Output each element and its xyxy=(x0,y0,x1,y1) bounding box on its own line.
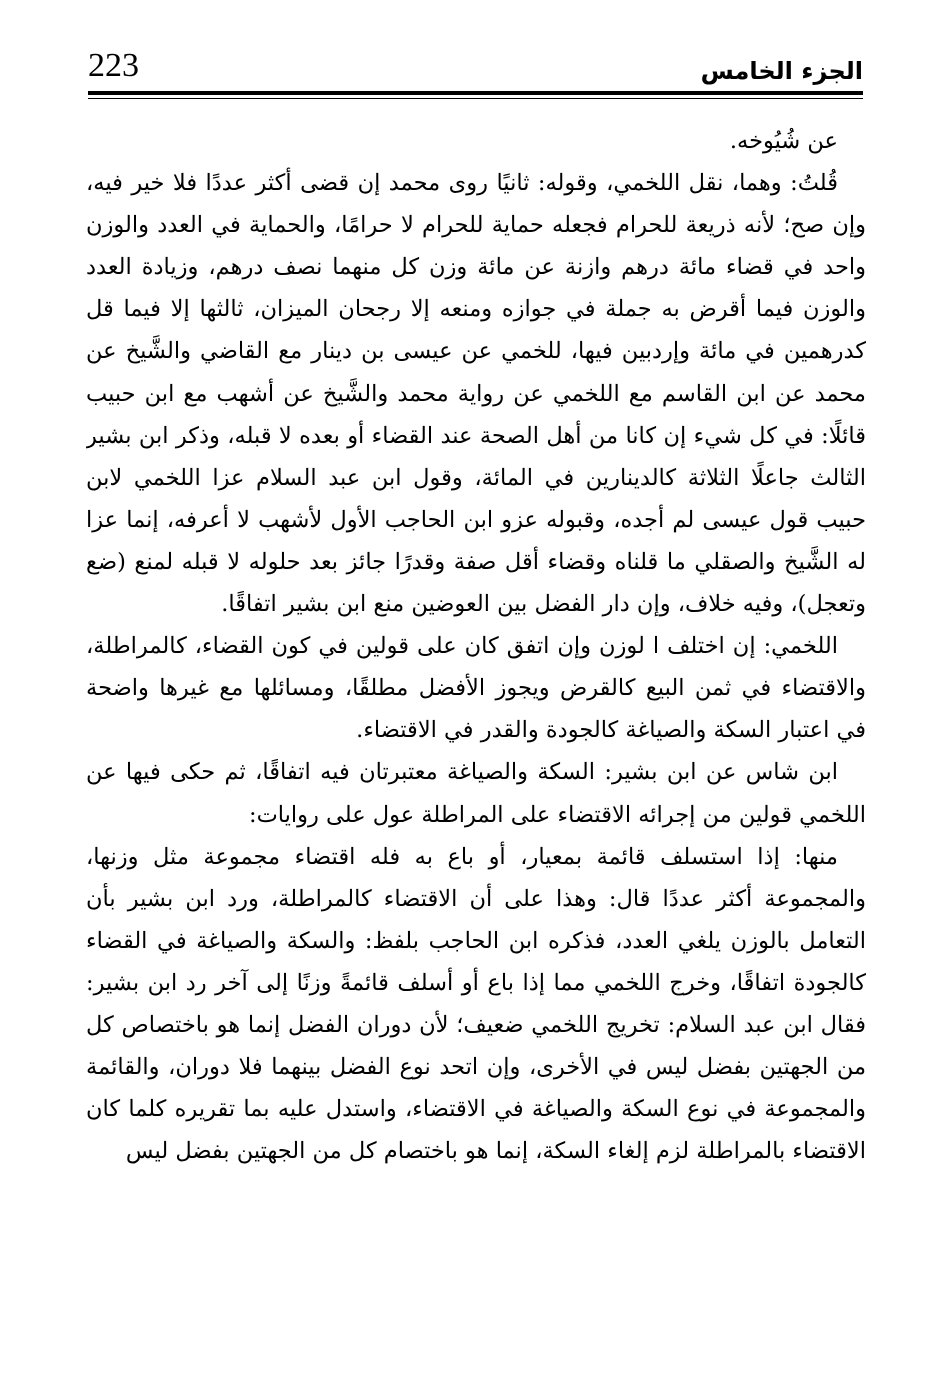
paragraph-2: قُلتُ: وهما، نقل اللخمي، وقوله: ثانيًا روى محمد إن قضى أكثر عددًا فلا خير فيه، وإن صح؛ لأنه ذريعة للحرام فجعله حماية للحرام لا حرامًا، والحماية في العدد والوزن واحد في قضاء مائة درهم وازنة عن مائة وزن كل منهما نصف درهم، وزيادة العدد والوزن فيما أقرض به جملة في جوازه ومنعه إلا رجحان الميزان، ثالثها إلا فيما قل كدرهمين في مائة وإردبين فيها، للخمي عن عيسى بن دينار مع القاضي والشَّيخ عن محمد عن ابن القاسم مع اللخمي عن رواية محمد والشَّيخ عن أشهب مع ابن حبيب قائلًا: في كل شيء إن كانا من أهل الصحة عند القضاء أو بعده لا قبله، وذكر ابن بشير الثالث جاعلًا الثلاثة كالدينارين في المائة، وقول ابن عبد السلام عزا اللخمي لابن حبيب قول عيسى لم أجده، وقبوله عزو ابن الحاجب الأول لأشهب لا أعرفه، إنما عزا له الشَّيخ والصقلي ما قلناه وقضاء أقل صفة وقدرًا جائز بعد حلوله لا قبله لمنع (ضع وتعجل)، وفيه خلاف، وإن دار الفضل بين العوضين منع ابن بشير اتفاقًا. xyxy=(86,170,866,618)
paragraph-3: اللخمي: إن اختلف ا لوزن وإن اتفق كان على قولين في كون القضاء، كالمراطلة، والاقتضاء في ثمن البيع كالقرض ويجوز الأفضل مطلقًا، ومسائلها مع غيرها واضحة في اعتبار السكة والصياغة كالجودة والقدر في الاقتضاء. xyxy=(86,633,866,744)
page-number: 223 xyxy=(88,47,139,84)
header-rule-thick xyxy=(88,91,863,95)
body-text xyxy=(86,120,866,1380)
page-header xyxy=(88,40,863,92)
paragraph-4: ابن شاس عن ابن بشير: السكة والصياغة معتبرتان فيه اتفاقًا، ثم حكى فيها عن اللخمي قولين من إجرائه الاقتضاء على المراطلة عول على روايات: xyxy=(86,759,866,828)
paragraph-5: منها: إذا استسلف قائمة بمعيار، أو باع به فله اقتضاء مجموعة مثل وزنها، والمجموعة أكثر عددًا قال: وهذا على أن الاقتضاء كالمراطلة، ورد ابن بشير بأن التعامل بالوزن يلغي العدد، فذكره ابن الحاجب بلفظ: والسكة والصياغة في القضاء كالجودة اتفاقًا، وخرج اللخمي مما إذا باع أو أسلف قائمةً وزنًا إلى آخر رد ابن بشير: فقال ابن عبد السلام: تخريج اللخمي ضعيف؛ لأن دوران الفضل إنما هو باختصاص كل من الجهتين بفضل ليس في الأخرى، وإن اتحد نوع الفضل بينهما فلا دوران، والقائمة والمجموعة في نوع السكة والصياغة في الاقتضاء، واستدل عليه بما تقريره كلما كان الاقتضاء بالمراطلة لزم إلغاء السكة، إنما هو باختصام كل من الجهتين بفضل ليس xyxy=(86,843,866,1165)
header-rule-thin xyxy=(88,98,863,99)
running-title: الجزء الخامس xyxy=(700,57,863,85)
paragraph-1: عن شُيُوخه. xyxy=(729,128,838,154)
